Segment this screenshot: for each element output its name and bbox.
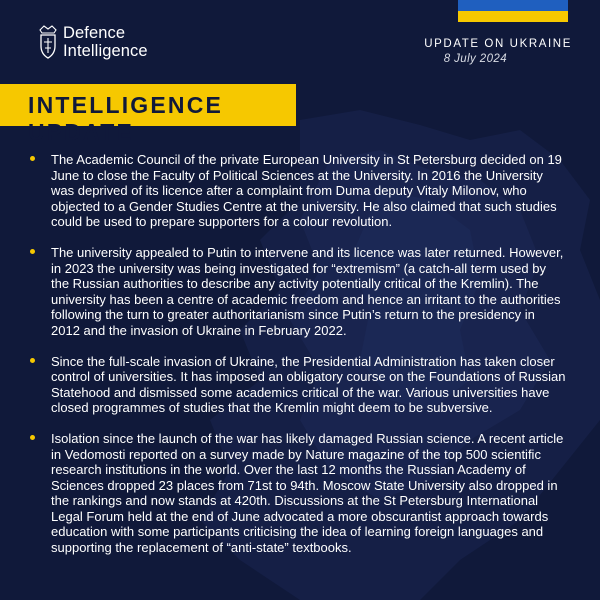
paragraph-text: The university appealed to Putin to intervene and its licence was later returned. However, in 2023 the university was being investigated for “extremism” (a catch-all term used by the Russian authorities to describe any activity potentially critical of the Kremlin). The university has been a centre of academic freedom and hence an irritant to the authorities following the turn to greater authoritarianism since Putin’s return to the presidency in 2012 and the invasion of Ukraine in February 2022.: [51, 244, 564, 338]
paragraph-text: The Academic Council of the private European University in St Petersburg decided on 19 June to close the Faculty of Political Sciences at the University. In 2016 the University was deprived of its licence after a complaint from Duma deputy Vitaly Milonov, who objected to a Gender Studies Centre at the university. He also claimed that such studies could be used to prepare supporters for a colour revolution.: [51, 152, 562, 230]
flag-yellow-stripe: [458, 11, 568, 22]
update-label: UPDATE ON UKRAINE: [424, 38, 572, 50]
title-banner: [0, 84, 296, 145]
update-date: 8 July 2024: [443, 53, 507, 65]
brand-line-2: Intelligence: [63, 42, 148, 60]
bullet-icon: [30, 249, 35, 254]
page-title: INTELLIGENCE UPDATE: [28, 92, 224, 145]
crest-icon: [36, 24, 60, 60]
paragraph: [30, 152, 566, 230]
paragraph-text: Since the full-scale invasion of Ukraine, the Presidential Administration has taken closer control of universities. It has imposed an obligatory course on the Foundations of Russian Statehood and dismissed some academics critical of the war. Various universities have closed programmes of studies that the Kremlin might deem to be subversive.: [51, 353, 566, 416]
paragraph: [30, 431, 566, 556]
flag-blue-stripe: [458, 0, 568, 11]
brand-line-1: Defence: [63, 24, 126, 42]
brand-logo: [63, 24, 148, 60]
bullet-icon: [30, 156, 35, 161]
ukraine-flag: [458, 0, 568, 22]
bullet-icon: [30, 435, 35, 440]
paragraph: [30, 245, 566, 339]
paragraph-text: Isolation since the launch of the war has likely damaged Russian science. A recent article in Vedomosti reported on a survey made by Nature magazine of the top 500 scientific research institutions in the world. Over the last 12 months the Russian Academy of Sciences dropped 23 places from 71st to 94th. Moscow State University also dropped in the rankings and now stands at 420th. Discussions at the St Petersburg International Legal Forum held at the end of June advocated a more obscurantist approach towards education with some participants criticising the idea of learning foreign languages and supporting the replacement of “anti-state” textbooks.: [51, 430, 564, 556]
paragraph: [30, 354, 566, 416]
bullet-icon: [30, 358, 35, 363]
update-body: [30, 152, 566, 571]
